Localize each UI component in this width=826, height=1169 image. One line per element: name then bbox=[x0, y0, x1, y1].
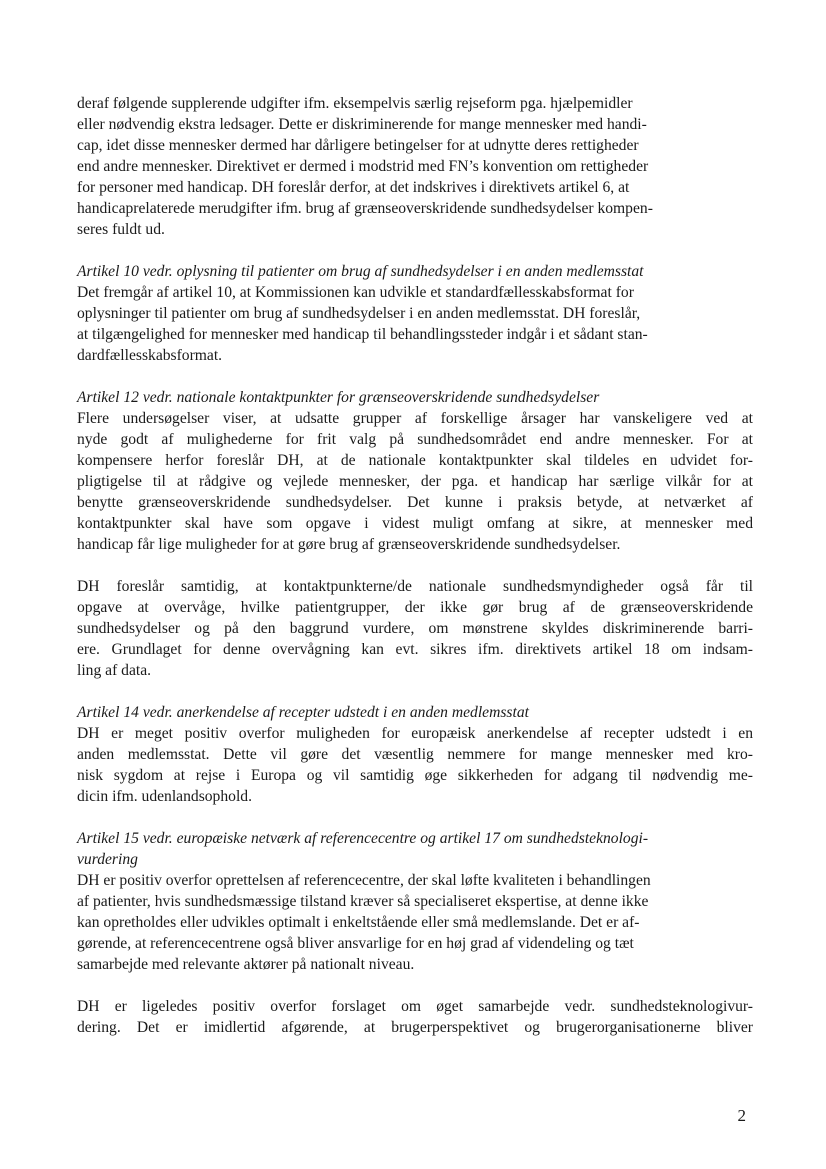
text-line: anden medlemsstat. Dette vil gøre det væsentlig nemmere for mange mennesker med kro- bbox=[77, 746, 753, 763]
text-line: Det fremgår af artikel 10, at Kommissionen kan udvikle et standardfællesskabsformat for bbox=[77, 284, 634, 301]
document-page bbox=[77, 93, 753, 1038]
section-heading-artikel-12: Artikel 12 vedr. nationale kontaktpunkter for grænseoverskridende sundhedsydelser bbox=[77, 389, 600, 406]
text-line: end andre mennesker. Direktivet er dermed i modstrid med FN’s konvention om rettigheder bbox=[77, 158, 649, 175]
heading-line: Artikel 15 vedr. europæiske netværk af referencecentre og artikel 17 om sundhedsteknologi- bbox=[77, 830, 649, 847]
paragraph-artikel-15 bbox=[77, 870, 753, 975]
text-line: eller nødvendig ekstra ledsager. Dette er diskriminerende for mange mennesker med handi- bbox=[77, 116, 647, 133]
text-line: opgave at overvåge, hvilke patientgrupper, der ikke gør brug af de grænseoverskridende bbox=[77, 599, 753, 616]
text-line: cap, idet disse mennesker dermed har dårligere betingelser for at udnytte deres rettigheder bbox=[77, 137, 639, 154]
paragraph-spacer bbox=[77, 366, 753, 387]
paragraph-artikel-12 bbox=[77, 408, 753, 555]
paragraph-spacer bbox=[77, 975, 753, 996]
paragraph-artikel-10 bbox=[77, 282, 753, 366]
page-number: 2 bbox=[737, 1106, 746, 1125]
paragraph-spacer bbox=[77, 240, 753, 261]
heading-line: vurdering bbox=[77, 851, 138, 868]
paragraph-artikel-14 bbox=[77, 723, 753, 807]
text-line: kompensere herfor foreslår DH, at de nationale kontaktpunkter skal tildeles en udvidet for- bbox=[77, 452, 753, 469]
text-line: dardfællesskabsformat. bbox=[77, 347, 223, 364]
text-line: af patienter, hvis sundhedsmæssige tilstand kræver så specialiseret ekspertise, at denne ikke bbox=[77, 893, 649, 910]
text-line: DH foreslår samtidig, at kontaktpunkterne/de nationale sundhedsmyndigheder også får til bbox=[77, 578, 753, 595]
text-line: ling af data. bbox=[77, 662, 152, 679]
paragraph-health-technology bbox=[77, 996, 753, 1038]
text-line: at tilgængelighed for mennesker med handicap til behandlingssteder indgår i et sådant stan- bbox=[77, 326, 648, 343]
text-line: seres fuldt ud. bbox=[77, 221, 165, 238]
paragraph-monitoring bbox=[77, 576, 753, 681]
paragraph-handicap-expenses bbox=[77, 93, 753, 240]
text-line: DH er positiv overfor oprettelsen af referencecentre, der skal løfte kvaliteten i behandlingen bbox=[77, 872, 651, 889]
text-line: handicaprelaterede merudgifter ifm. brug af grænseoverskridende sundhedsydelser kompen- bbox=[77, 200, 653, 217]
text-line: sundhedsydelser og på den baggrund vurdere, om mønstrene skyldes diskriminerende barri- bbox=[77, 620, 753, 637]
paragraph-spacer bbox=[77, 807, 753, 828]
text-line: kontaktpunkter skal have som opgave i videst muligt omfang at sikre, at mennesker med bbox=[77, 515, 753, 532]
text-line: dicin ifm. udenlandsophold. bbox=[77, 788, 252, 805]
text-line: gørende, at referencecentrene også bliver ansvarlige for en høj grad af videndeling og tæt bbox=[77, 935, 634, 952]
text-line: kan opretholdes eller udvikles optimalt i enkeltstående eller små medlemslande. Det er af- bbox=[77, 914, 640, 931]
text-line: nisk sygdom at rejse i Europa og vil samtidig øge sikkerheden for adgang til nødvendig me- bbox=[77, 767, 753, 784]
text-line: deraf følgende supplerende udgifter ifm. eksempelvis særlig rejseform pga. hjælpemidler bbox=[77, 95, 633, 112]
text-line: handicap får lige muligheder for at gøre brug af grænseoverskridende sundhedsydelser. bbox=[77, 536, 621, 553]
text-line: Flere undersøgelser viser, at udsatte grupper af forskellige årsager har vanskeligere ved at bbox=[77, 410, 753, 427]
text-line: oplysninger til patienter om brug af sundhedsydelser i en anden medlemsstat. DH foreslår, bbox=[77, 305, 641, 322]
text-line: samarbejde med relevante aktører på nationalt niveau. bbox=[77, 956, 415, 973]
section-heading-artikel-15 bbox=[77, 828, 753, 870]
section-heading-artikel-10: Artikel 10 vedr. oplysning til patienter om brug af sundhedsydelser i en anden medlemsstat bbox=[77, 263, 644, 280]
text-line: DH er meget positiv overfor muligheden for europæisk anerkendelse af recepter udstedt i en bbox=[77, 725, 753, 742]
paragraph-spacer bbox=[77, 681, 753, 702]
text-line: benytte grænseoverskridende sundhedsydelser. Det kunne i praksis betyde, at netværket af bbox=[77, 494, 753, 511]
text-line: DH er ligeledes positiv overfor forslaget om øget samarbejde vedr. sundhedsteknologivur- bbox=[77, 998, 753, 1015]
text-line: ere. Grundlaget for denne overvågning kan evt. sikres ifm. direktivets artikel 18 om indsam- bbox=[77, 641, 753, 658]
text-line: pligtigelse til at rådgive og vejlede mennesker, der pga. et handicap har særlige vilkår for at bbox=[77, 473, 753, 490]
text-line: for personer med handicap. DH foreslår derfor, at det indskrives i direktivets artikel 6, at bbox=[77, 179, 630, 196]
paragraph-spacer bbox=[77, 555, 753, 576]
text-line: dering. Det er imidlertid afgørende, at brugerperspektivet og brugerorganisationerne bliver bbox=[77, 1019, 753, 1036]
text-line: nyde godt af mulighederne for frit valg på sundhedsområdet end andre mennesker. For at bbox=[77, 431, 753, 448]
section-heading-artikel-14: Artikel 14 vedr. anerkendelse af recepter udstedt i en anden medlemsstat bbox=[77, 704, 529, 721]
